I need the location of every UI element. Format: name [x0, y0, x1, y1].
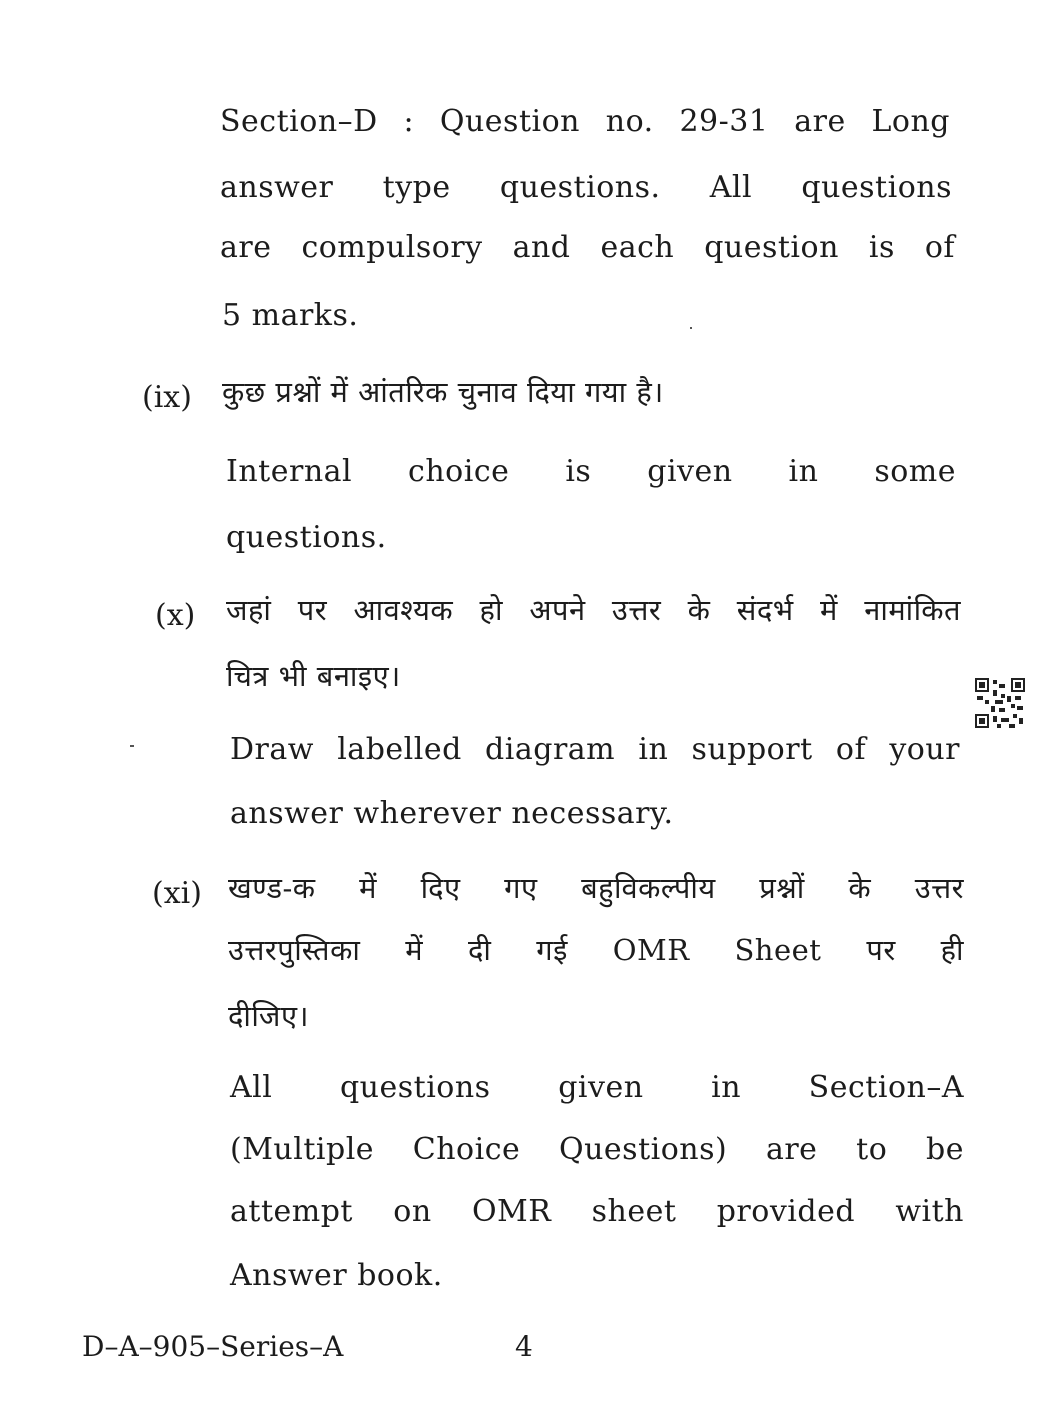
item-xi-hindi-line-2-text: उत्तरपुस्तिका में दी गई OMR Sheet पर ही — [228, 933, 964, 967]
item-x-hindi-line-2: चित्र भी बनाइए। — [226, 659, 401, 693]
item-x-hindi-line-1 — [226, 590, 961, 629]
qr-code-icon — [975, 678, 1025, 728]
scan-speck — [130, 745, 134, 747]
scan-speck — [690, 327, 692, 329]
section-d-line-1-text: Section–D : Question no. 29-31 are Long — [220, 104, 950, 139]
item-xi-english-line-2-text: (Multiple Choice Questions) are to be — [230, 1132, 964, 1167]
item-x-english-line-1-text: Draw labelled diagram in support of your — [230, 732, 960, 767]
item-xi-number: (xi) — [152, 876, 202, 911]
section-d-line-4-text: 5 marks. — [222, 298, 359, 333]
item-xi-hindi-line-1-text: खण्ड-क में दिए गए बहुविकल्पीय प्रश्नों के उत्तर — [228, 871, 964, 905]
item-ix-english-line-1-text: Internal choice is given in some — [226, 454, 956, 489]
item-xi-english-line-1 — [230, 1070, 964, 1105]
item-ix-english-line-2: questions. — [226, 520, 387, 555]
paper-code: D–A–905–Series–A — [82, 1330, 344, 1363]
item-xi-english-line-3 — [230, 1194, 964, 1229]
item-ix-number: (ix) — [142, 380, 192, 415]
item-ix-english-line-1 — [226, 454, 956, 489]
item-ix-hindi: कुछ प्रश्नों में आंतरिक चुनाव दिया गया है। — [222, 375, 664, 409]
item-x-english-line-2: answer wherever necessary. — [230, 796, 674, 831]
item-xi-hindi-line-2 — [228, 930, 964, 969]
section-d-line-1 — [220, 104, 950, 139]
item-x-hindi-line-1-text: जहां पर आवश्यक हो अपने उत्तर के संदर्भ में नामांकित — [226, 593, 961, 627]
page-number: 4 — [515, 1330, 533, 1363]
item-x-english-line-1 — [230, 732, 960, 767]
item-xi-hindi-line-1 — [228, 868, 964, 907]
item-xi-hindi-line-3: दीजिए। — [228, 999, 309, 1033]
item-xi-english-line-1-text: All questions given in Section–A — [230, 1070, 964, 1105]
item-xi-english-line-3-text: attempt on OMR sheet provided with — [230, 1194, 964, 1229]
section-d-line-3-text: are compulsory and each question is of — [220, 230, 955, 265]
item-xi-english-line-4: Answer book. — [230, 1258, 443, 1293]
section-d-line-2 — [220, 170, 952, 205]
item-xi-english-line-2 — [230, 1132, 964, 1167]
section-d-line-2-text: answer type questions. All questions — [220, 170, 952, 205]
section-d-line-3 — [220, 230, 955, 265]
item-x-number: (x) — [155, 598, 196, 633]
section-d-line-4 — [222, 298, 358, 333]
